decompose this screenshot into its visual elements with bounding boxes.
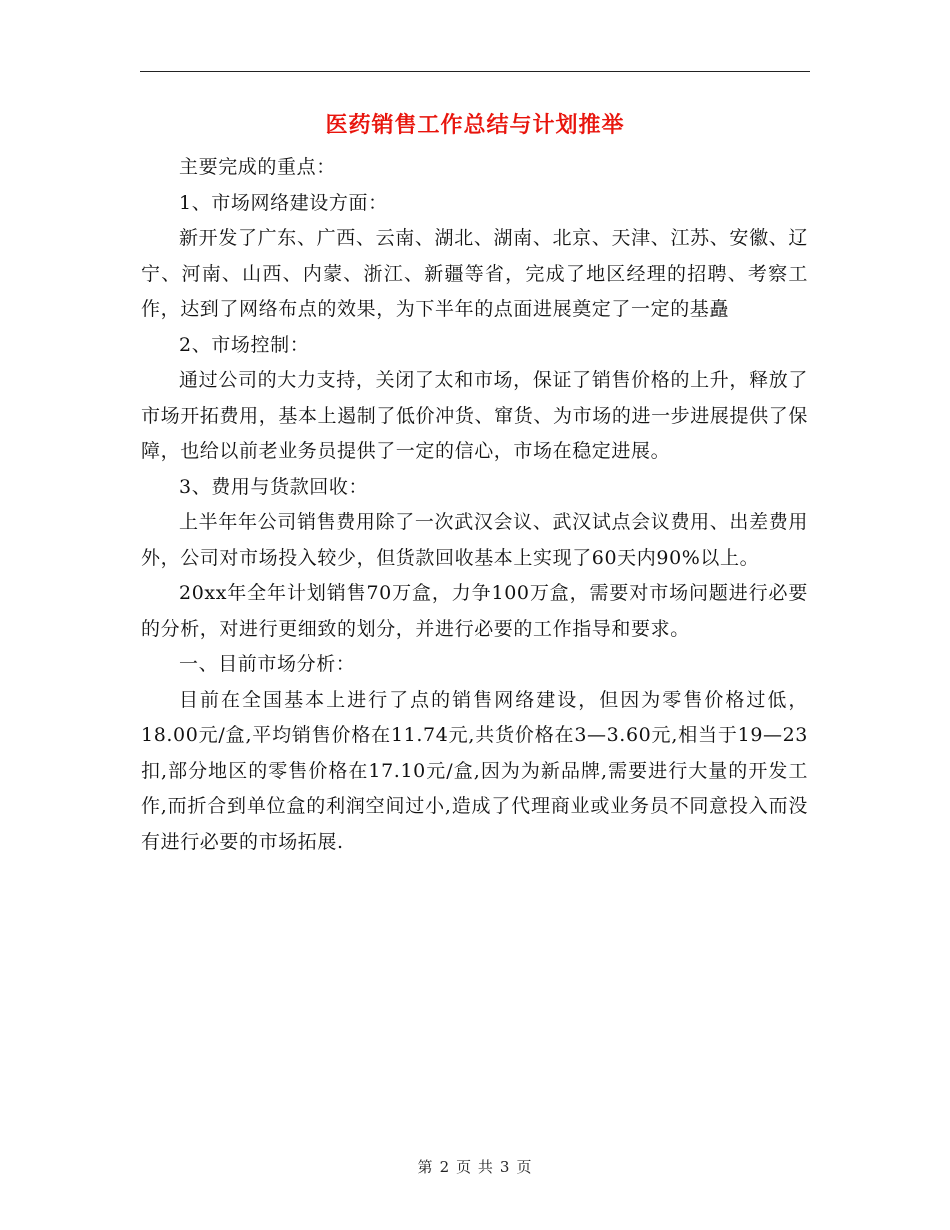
page-footer <box>0 1156 950 1177</box>
paragraph-heading-market-control: 2、市场控制： <box>179 333 310 356</box>
footer-suffix: 页 <box>516 1158 533 1176</box>
footer-current-page: 2 <box>439 1158 451 1176</box>
footer-mid: 页 共 <box>456 1158 494 1176</box>
footer-prefix: 第 <box>417 1158 434 1176</box>
header-rule <box>140 71 810 72</box>
paragraph-heading-market-analysis: 一、目前市场分析： <box>179 653 356 675</box>
document-body <box>141 150 808 860</box>
document-title: 医药销售工作总结与计划推举 <box>325 112 625 138</box>
paragraph-expenses-detail: 上半年年公司销售费用除了一次武汉会议、武汉试点会议费用、出差费用外，公司对市场投入较少，但货款回收基本上实现了60天内90%以上。 <box>141 511 808 569</box>
paragraph-market-analysis-detail: 目前在全国基本上进行了点的销售网络建设，但因为零售价格过低，18.00元/盒,平均销售价格在11.74元,共货价格在3—3.60元,相当于19—23扣,部分地区的零售价格在17.10元/盒,因为为新品牌,需要进行大量的开发工作,而折合到单位盒的利润空间过小,造成了代理商业或业务员不同意投入而没有进行必要的市场拓展. <box>141 688 808 853</box>
paragraph-annual-plan: 20xx年全年计划销售70万盒，力争100万盒，需要对市场问题进行必要的分析，对进行更细致的划分，并进行必要的工作指导和要求。 <box>141 582 808 640</box>
paragraph-market-control-detail: 通过公司的大力支持，关闭了太和市场，保证了销售价格的上升，释放了市场开拓费用，基本上遏制了低价冲货、窜货、为市场的进一步进展提供了保障，也给以前老业务员提供了一定的信心，市场在稳定进展。 <box>141 369 808 462</box>
paragraph-heading-expenses: 3、费用与货款回收： <box>179 475 369 498</box>
paragraph-key-points: 主要完成的重点： <box>179 156 336 178</box>
paragraph-network-detail: 新开发了广东、广西、云南、湖北、湖南、北京、天津、江苏、安徽、辽宁、河南、山西、内蒙、浙江、新疆等省，完成了地区经理的招聘、考察工作，达到了网络布点的效果，为下半年的点面进展奠定了一定的基矗 <box>141 227 808 320</box>
paragraph-heading-network: 1、市场网络建设方面： <box>179 191 388 214</box>
footer-total-pages: 3 <box>499 1158 511 1176</box>
